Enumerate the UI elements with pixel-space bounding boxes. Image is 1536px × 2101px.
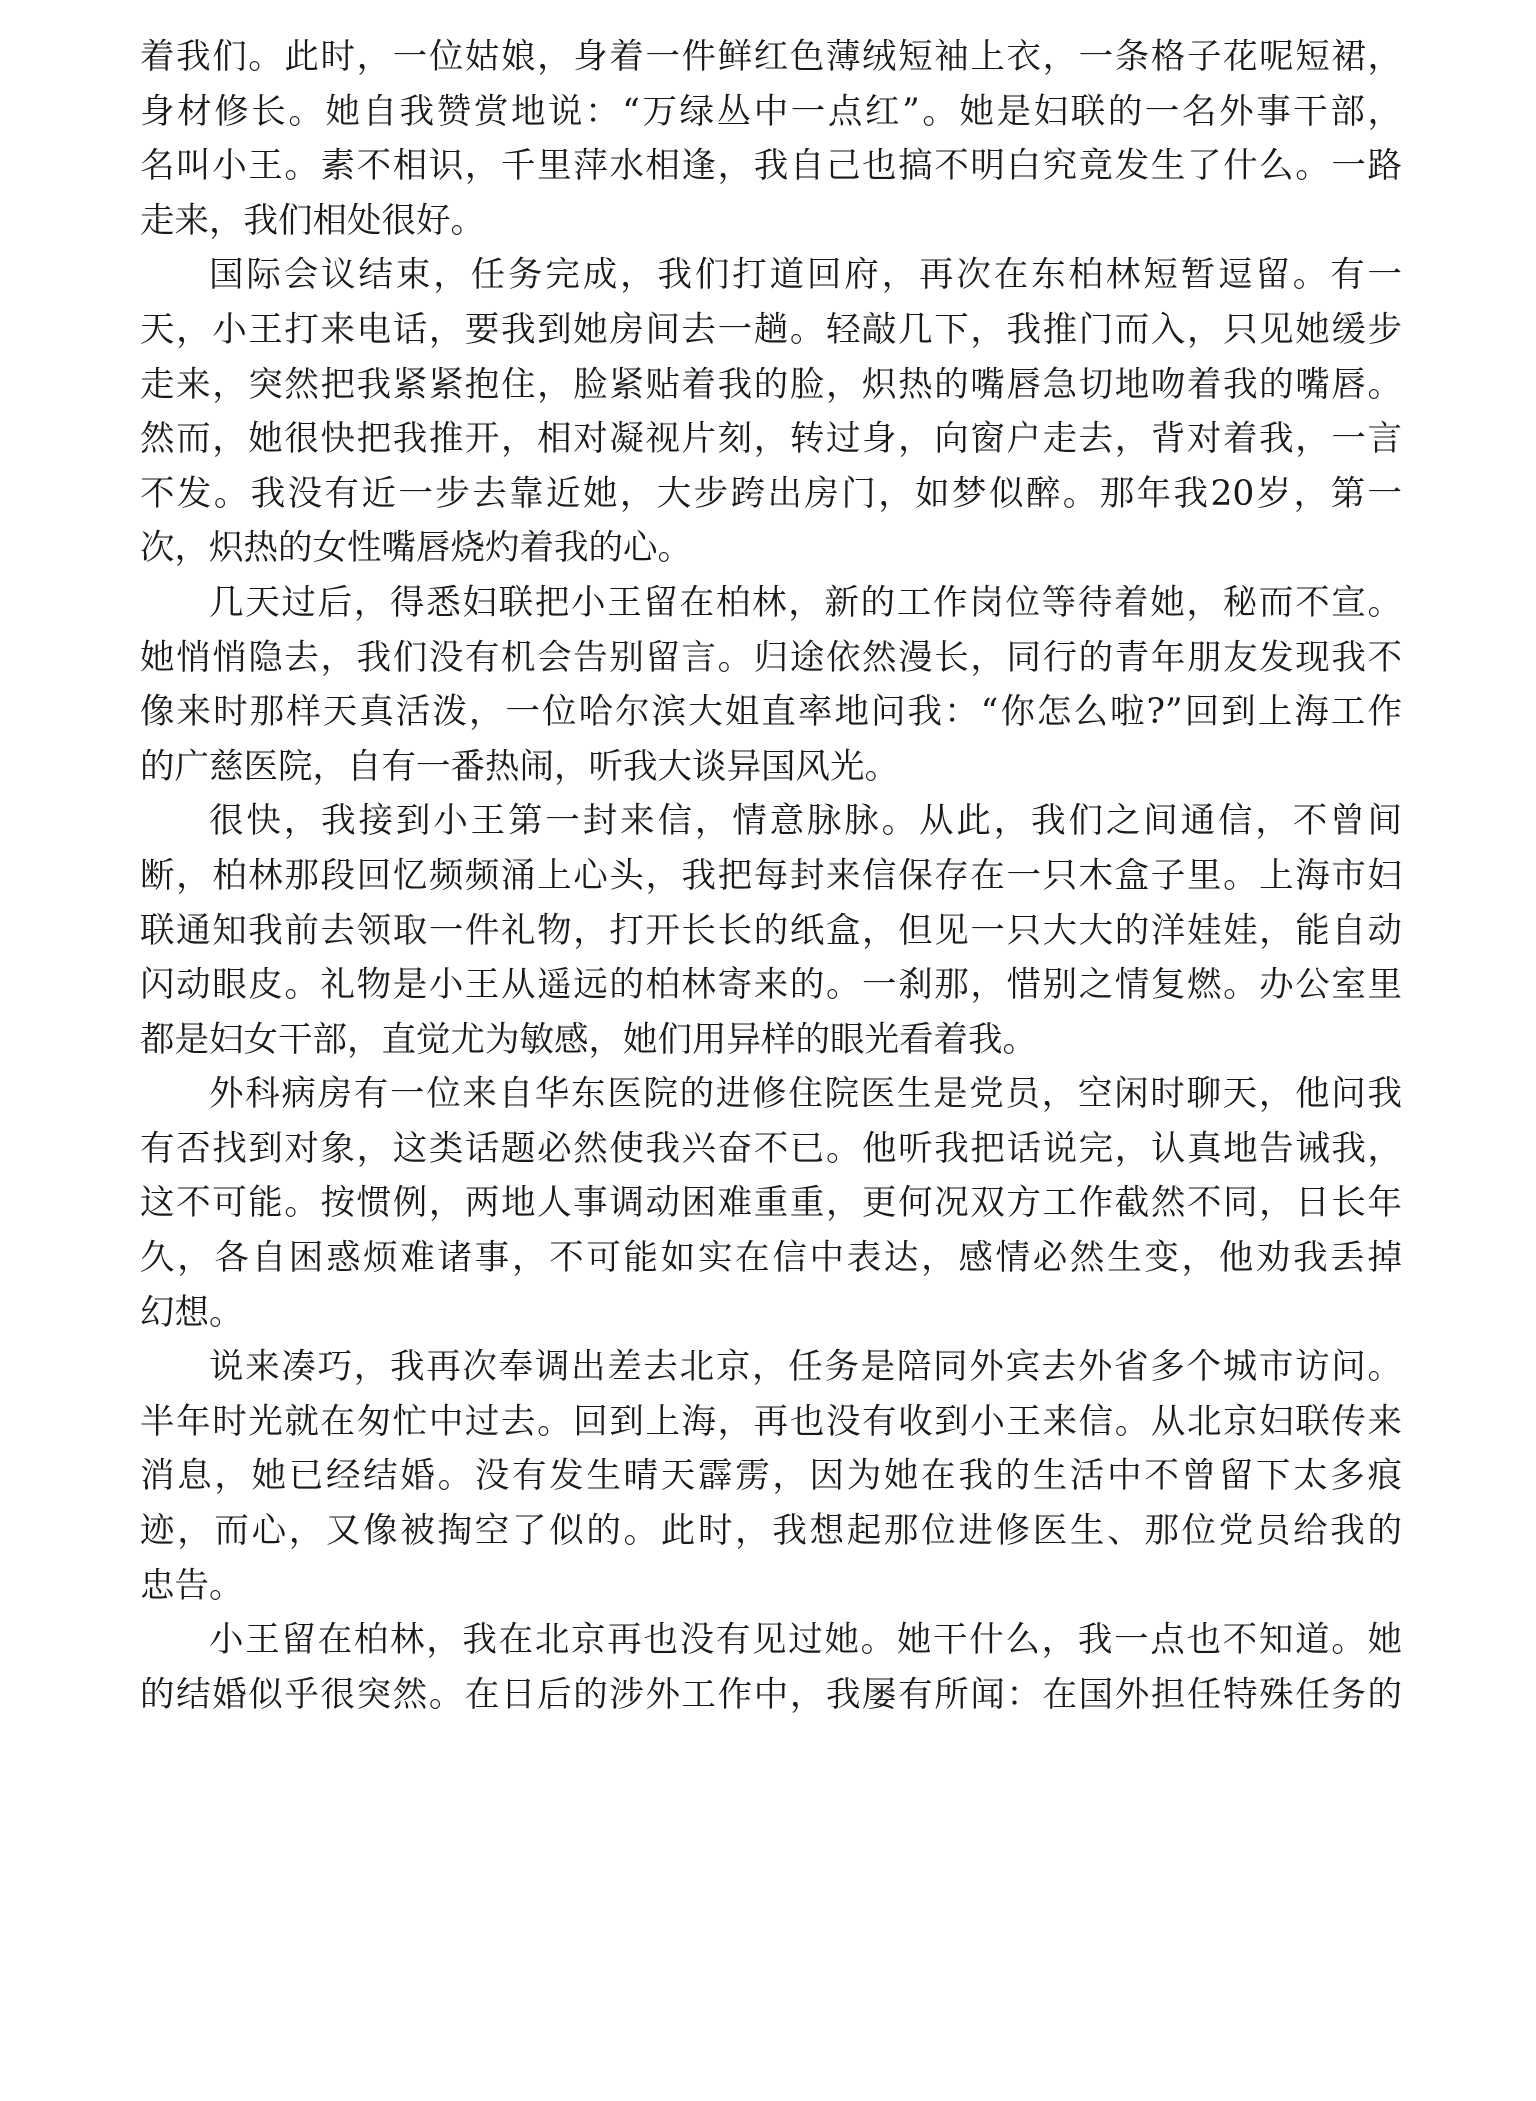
text-line: 半年时光就在匆忙中过去。回到上海，再也没有收到小王来信。从北京妇联传来	[140, 1401, 1402, 1442]
text-line: 联通知我前去领取一件礼物，打开长长的纸盒，但见一只大大的洋娃娃，能自动	[140, 910, 1402, 951]
text-line: 的结婚似乎很突然。在日后的涉外工作中，我屡有所闻：在国外担任特殊任务的	[140, 1674, 1402, 1715]
text-line: 幻想。	[140, 1292, 244, 1333]
text-line: 都是妇女干部，直觉尤为敏感，她们用异样的眼光看着我。	[140, 1019, 1037, 1060]
text-line: 身材修长。她自我赞赏地说：“万绿丛中一点红”。她是妇联的一名外事干部，	[140, 91, 1402, 132]
text-line: 像来时那样天真活泼，一位哈尔滨大姐直率地问我：“你怎么啦?”回到上海工作	[140, 692, 1402, 733]
text-line: 着我们。此时，一位姑娘，身着一件鲜红色薄绒短袖上衣，一条格子花呢短裙，	[140, 37, 1402, 77]
text-line: 然而，她很快把我推开，相对凝视片刻，转过身，向窗户走去，背对着我，一言	[140, 419, 1402, 460]
paragraph-7	[140, 1613, 1402, 1722]
text-line: 消息，她已经结婚。没有发生晴天霹雳，因为她在我的生活中不曾留下太多痕	[140, 1456, 1402, 1497]
paragraph-4	[140, 794, 1402, 1067]
text-line: 久，各自困惑烦难诸事，不可能如实在信中表达，感情必然生变，他劝我丢掉	[140, 1238, 1402, 1279]
text-line: 几天过后，得悉妇联把小王留在柏林，新的工作岗位等待着她，秘而不宣。	[209, 582, 1402, 623]
paragraph-6	[140, 1340, 1402, 1613]
text-line: 断，柏林那段回忆频频涌上心头，我把每封来信保存在一只木盒子里。上海市妇	[140, 855, 1402, 896]
text-line: 很快，我接到小王第一封来信，情意脉脉。从此，我们之间通信，不曾间	[209, 801, 1402, 842]
paragraph-1	[140, 30, 1402, 248]
text-line: 走来，突然把我紧紧抱住，脸紧贴着我的脸，炽热的嘴唇急切地吻着我的嘴唇。	[140, 364, 1402, 405]
text-line: 外科病房有一位来自华东医院的进修住院医生是党员，空闲时聊天，他问我	[209, 1074, 1402, 1115]
text-line: 国际会议结束，任务完成，我们打道回府，再次在东柏林短暂逗留。有一	[209, 255, 1402, 296]
text-line: 次，炽热的女性嘴唇烧灼着我的心。	[140, 528, 692, 569]
text-line: 她悄悄隐去，我们没有机会告别留言。归途依然漫长，同行的青年朋友发现我不	[140, 637, 1402, 678]
text-line: 不发。我没有近一步去靠近她，大步跨出房门，如梦似醉。那年我20岁，第一	[140, 473, 1402, 514]
text-line: 闪动眼皮。礼物是小王从遥远的柏林寄来的。一刹那，惜别之情复燃。办公室里	[140, 965, 1402, 1006]
text-line: 忠告。	[140, 1565, 244, 1606]
text-line: 这不可能。按惯例，两地人事调动困难重重，更何况双方工作截然不同，日长年	[140, 1183, 1402, 1224]
text-line: 说来凑巧，我再次奉调出差去北京，任务是陪同外宾去外省多个城市访问。	[209, 1347, 1402, 1388]
paragraph-5	[140, 1067, 1402, 1340]
text-line: 有否找到对象，这类话题必然使我兴奋不已。他听我把话说完，认真地告诫我，	[140, 1128, 1402, 1169]
text-line: 小王留在柏林，我在北京再也没有见过她。她干什么，我一点也不知道。她	[209, 1620, 1402, 1661]
text-line: 迹，而心，又像被掏空了似的。此时，我想起那位进修医生、那位党员给我的	[140, 1511, 1402, 1552]
text-line: 天，小王打来电话，要我到她房间去一趟。轻敲几下，我推门而入，只见她缓步	[140, 309, 1402, 350]
text-line: 名叫小王。素不相识，千里萍水相逢，我自己也搞不明白究竟发生了什么。一路	[140, 146, 1402, 187]
paragraph-3	[140, 576, 1402, 794]
text-line: 的广慈医院，自有一番热闹，听我大谈异国风光。	[140, 746, 899, 787]
text-body	[140, 30, 1402, 1722]
paragraph-2	[140, 248, 1402, 576]
text-line: 走来，我们相处很好。	[140, 200, 485, 241]
